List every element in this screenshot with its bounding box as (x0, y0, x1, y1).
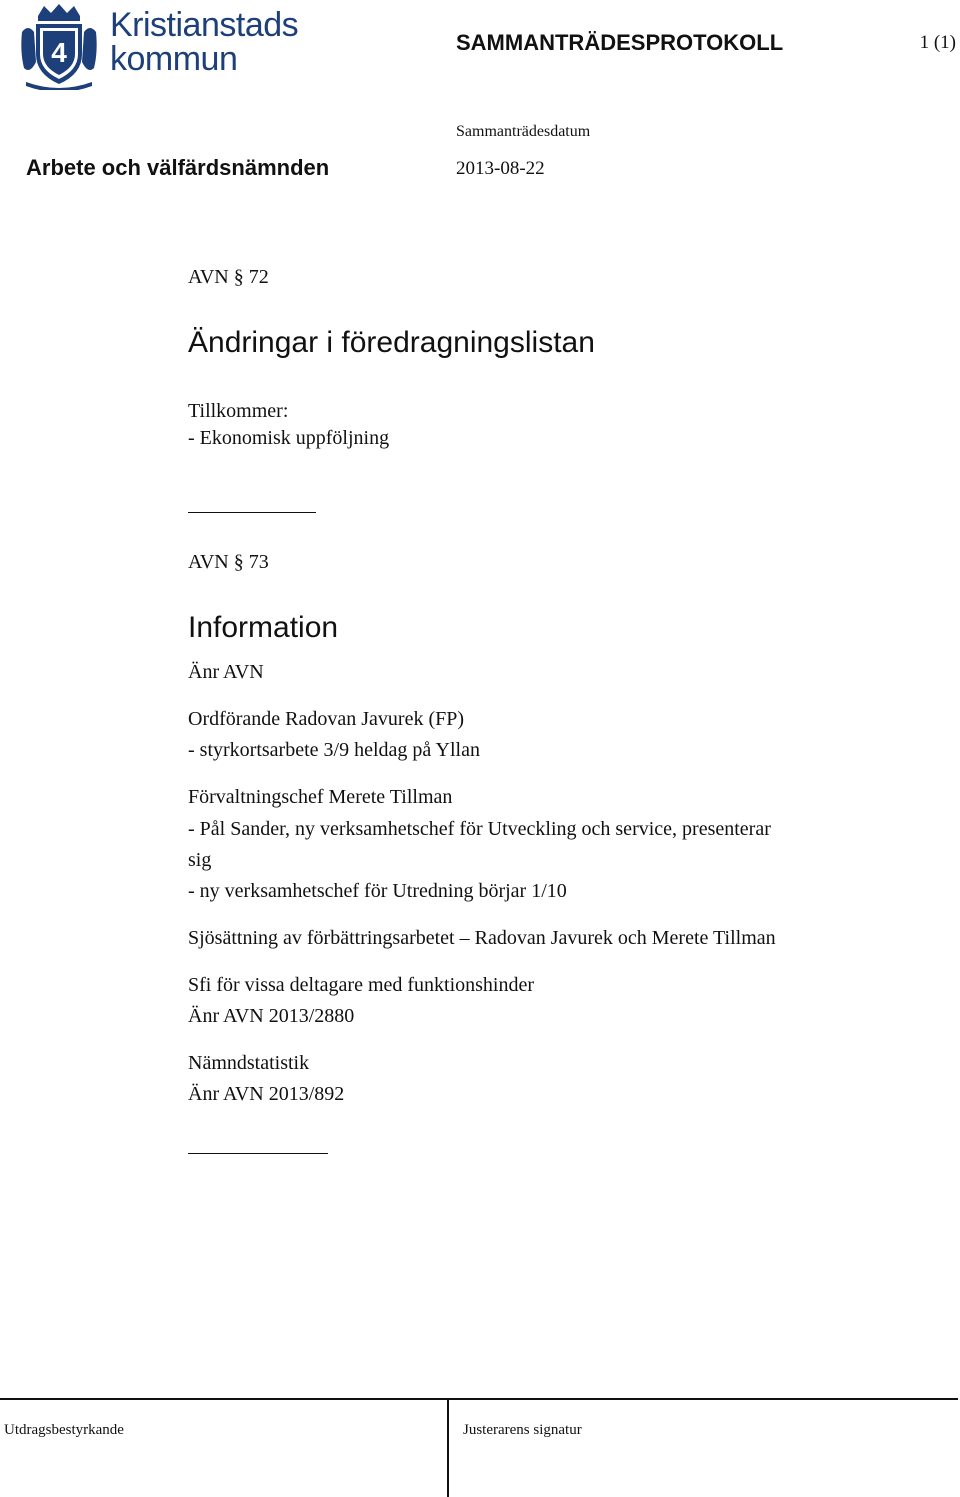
kommun-logo (20, 2, 300, 90)
svg-text:4: 4 (51, 37, 67, 68)
section-72-item: - Ekonomisk uppföljning (188, 427, 390, 449)
footer-rule (0, 1398, 958, 1400)
info-paragraph-line: Änr AVN 2013/2880 (188, 1005, 355, 1027)
organization-name: Arbete och välfärdsnämnden (26, 155, 330, 180)
section-divider (188, 1153, 328, 1154)
section-73-anr: Änr AVN (188, 661, 264, 683)
meeting-date-label: Sammanträdesdatum (456, 123, 591, 140)
info-paragraph-line: Änr AVN 2013/892 (188, 1083, 345, 1105)
section-73-ref: AVN § 73 (188, 551, 269, 573)
footer-divider (447, 1398, 449, 1497)
logo-text-line2: kommun (110, 40, 238, 78)
document-title: SAMMANTRÄDESPROTOKOLL (456, 30, 784, 55)
info-paragraph-line: Nämndstatistik (188, 1052, 310, 1074)
info-paragraph-line: sig (188, 849, 212, 871)
info-paragraph-line: - ny verksamhetschef för Utredning börjar 1/10 (188, 880, 567, 902)
certified-copy-label: Utdragsbestyrkande (4, 1422, 124, 1438)
info-paragraph-line: Sjösättning av förbättringsarbetet – Radovan Javurek och Merete Tillman (188, 927, 776, 949)
meeting-date: 2013-08-22 (456, 158, 545, 179)
section-72-title: Ändringar i föredragningslistan (188, 326, 595, 359)
section-divider (188, 512, 316, 513)
info-paragraph-line: Förvaltningschef Merete Tillman (188, 786, 453, 808)
info-paragraph-line: Sfi för vissa deltagare med funktionshinder (188, 974, 535, 996)
page-number: 1 (1) (919, 32, 956, 53)
logo-text-line1: Kristianstads (110, 6, 299, 44)
section-72-sub-label: Tillkommer: (188, 400, 289, 422)
info-paragraph-line: Ordförande Radovan Javurek (FP) (188, 708, 465, 730)
info-paragraph-line: - styrkortsarbete 3/9 heldag på Yllan (188, 739, 480, 761)
section-73-title: Information (188, 611, 339, 644)
adjuster-signature-label: Justerarens signatur (463, 1422, 582, 1438)
info-paragraph-line: - Pål Sander, ny verksamhetschef för Utveckling och service, presenterar (188, 818, 771, 840)
section-72-ref: AVN § 72 (188, 266, 269, 288)
kristianstad-coat-of-arms-icon (20, 2, 98, 90)
